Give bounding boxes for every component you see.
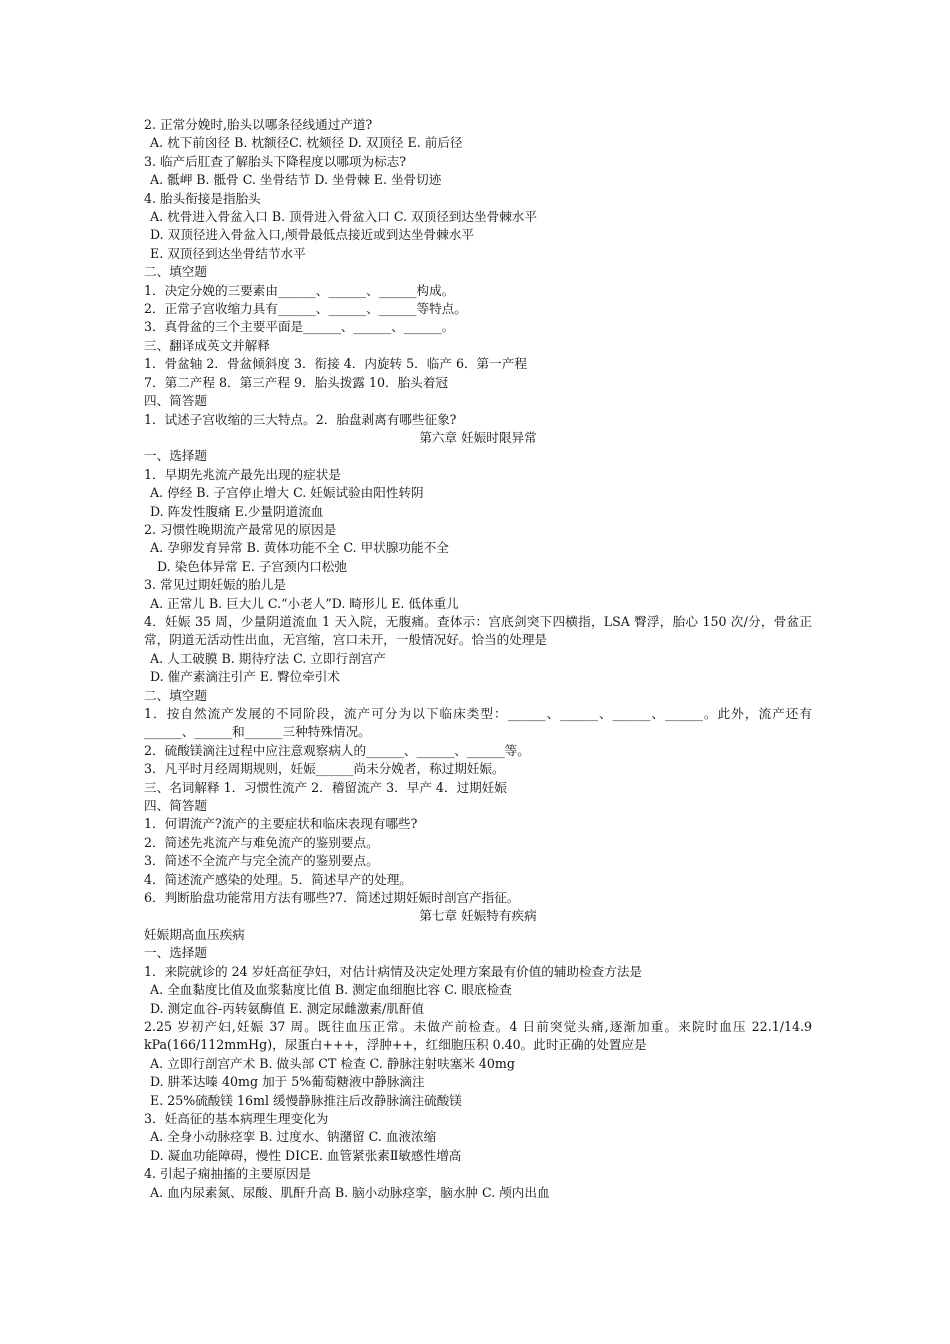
text-line: 二、填空题 [144, 687, 207, 703]
text-line: 妊娠期高血压疾病 [144, 926, 245, 942]
text-line: E. 双顶径到达坐骨结节水平 [150, 245, 306, 261]
text-line: 4．简述流产感染的处理。5．简述早产的处理。 [144, 871, 412, 887]
text-line: 3．妊高征的基本病理生理变化为 [144, 1110, 329, 1126]
text-line: A. 孕卵发育异常 B. 黄体功能不全 C. 甲状腺功能不全 [150, 540, 449, 556]
text-line: 3．真骨盆的三个主要平面是______、______、______。 [144, 319, 455, 335]
text-line: D. 双顶径进入骨盆入口,颅骨最低点接近或到达坐骨棘水平 [150, 227, 474, 243]
chapter-heading: 第六章 妊娠时限异常 [419, 429, 537, 445]
text-line: 1．按自然流产发展的不同阶段，流产可分为以下临床类型：______、______、______、______。此外，流产还有______、______和______三种特殊情况。 [144, 706, 812, 740]
text-line: 7．第二产程 8．第三产程 9．胎头拨露 10．胎头着冠 [144, 374, 448, 390]
text-line: 2．硫酸镁滴注过程中应注意观察病人的______、______、______等。 [144, 742, 530, 758]
text-line: 2. 习惯性晚期流产最常见的原因是 [144, 521, 337, 537]
document-page [144, 116, 817, 1202]
text-line: 1．来院就诊的 24 岁妊高征孕妇，对估计病情及决定处理方案最有价值的辅助检查方法是 [144, 963, 643, 979]
text-line: 3．简述不全流产与完全流产的鉴别要点。 [144, 853, 379, 869]
text-line: D. 肼苯达嗪 40mg 加于 5%葡萄糖液中静脉滴注 [150, 1074, 425, 1090]
text-line: D. 凝血功能障碍，慢性 DICE. 血管紧张素Ⅱ敏感性增高 [150, 1147, 462, 1163]
text-line: 3. 常见过期妊娠的胎儿是 [144, 577, 286, 593]
text-line: A. 骶岬 B. 骶骨 C. 坐骨结节 D. 坐骨棘 E. 坐骨切迹 [150, 172, 442, 188]
text-line: D. 染色体异常 E. 子宫颈内口松弛 [157, 558, 347, 574]
text-line: 6．判断胎盘功能常用方法有哪些?7．简述过期妊娠时剖宫产指征。 [144, 890, 520, 906]
text-line: 2．简述先兆流产与难免流产的鉴别要点。 [144, 834, 379, 850]
text-line: A. 枕骨进入骨盆入口 B. 顶骨进入骨盆入口 C. 双顶径到达坐骨棘水平 [150, 209, 537, 225]
text-line: 4. 胎头衔接是指胎头 [144, 190, 261, 206]
text-line: A. 停经 B. 子宫停止增大 C. 妊娠试验由阳性转阴 [150, 485, 424, 501]
text-line: A. 正常儿 B. 巨大儿 C.“小老人”D. 畸形儿 E. 低体重儿 [150, 595, 459, 611]
text-line: 2．正常子宫收缩力具有______、______、______等特点。 [144, 301, 467, 317]
text-line: 3．凡平时月经周期规则，妊娠______尚未分娩者，称过期妊娠。 [144, 761, 505, 777]
text-line: A. 人工破膜 B. 期待疗法 C. 立即行剖宫产 [150, 650, 386, 666]
text-line: 1．何谓流产?流产的主要症状和临床表现有哪些? [144, 816, 418, 832]
text-line: 2. 正常分娩时,胎头以哪条径线通过产道? [144, 117, 373, 132]
text-line: 4．妊娠 35 周，少量阴道流血 1 天入院，无腹痛。查体示：宫底剑突下四横指，LSA 臀浮，胎心 150 次/分，骨盆正常，阴道无活动性出血，无宫缩，宫口未开，一般情况好。恰当的处理是 [144, 613, 812, 648]
text-line: 三、翻译成英文并解释 [144, 337, 270, 353]
text-line: 三、名词解释 1．习惯性流产 2．稽留流产 3．早产 4．过期妊娠 [144, 779, 507, 795]
text-line: A. 枕下前囟径 B. 枕额径C. 枕颏径 D. 双顶径 E. 前后径 [150, 135, 463, 151]
text-line: A. 全身小动脉痉挛 B. 过度水、钠潴留 C. 血液浓缩 [150, 1129, 437, 1145]
text-line: 1．决定分娩的三要素由______、______、______构成。 [144, 282, 455, 298]
text-line: A. 全血黏度比值及血浆黏度比值 B. 测定血细胞比容 C. 眼底检查 [150, 982, 512, 998]
text-line: D. 阵发性腹痛 E.少量阴道流血 [150, 503, 324, 519]
text-line: 2.25 岁初产妇,妊娠 37 周。既往血压正常。未做产前检查。4 日前突觉头痛,逐渐加重。来院时血压 22.1/14.9 kPa(166/112mmHg)，尿蛋白+++，浮肿++，红细胞压积 0.40。此时正确的处置应是 [144, 1018, 817, 1053]
text-line: 四、简答题 [144, 798, 207, 814]
text-line: 一、选择题 [144, 448, 207, 464]
text-line: A. 血内尿素氮、尿酸、肌酐升高 B. 脑小动脉痉挛，脑水肿 C. 颅内出血 [150, 1184, 550, 1200]
text-line: E. 25%硫酸镁 16ml 缓慢静脉推注后改静脉滴注硫酸镁 [150, 1092, 462, 1108]
text-line: D. 催产素滴注引产 E. 臀位牵引术 [150, 669, 340, 685]
text-line: 1．早期先兆流产最先出现的症状是 [144, 466, 341, 482]
text-line: 4. 引起子痫抽搐的主要原因是 [144, 1166, 312, 1182]
chapter-heading: 第七章 妊娠特有疾病 [419, 908, 537, 924]
text-line: 1．骨盆轴 2．骨盆倾斜度 3．衔接 4．内旋转 5．临产 6．第一产程 [144, 356, 527, 372]
text-line: 一、选择题 [144, 945, 207, 961]
text-line: A. 立即行剖宫产术 B. 做头部 CT 检查 C. 静脉注射呋塞米 40mg [150, 1055, 515, 1071]
text-line: 二、填空题 [144, 264, 207, 280]
text-line: 3. 临产后肛查了解胎头下降程度以哪项为标志? [144, 153, 407, 169]
text-line: 四、简答题 [144, 393, 207, 409]
text-line: D. 测定血谷-丙转氨酶值 E. 测定尿雌激素/肌酐值 [150, 1000, 425, 1016]
text-line: 1．试述子宫收缩的三大特点。2．胎盘剥离有哪些征象? [144, 411, 457, 427]
